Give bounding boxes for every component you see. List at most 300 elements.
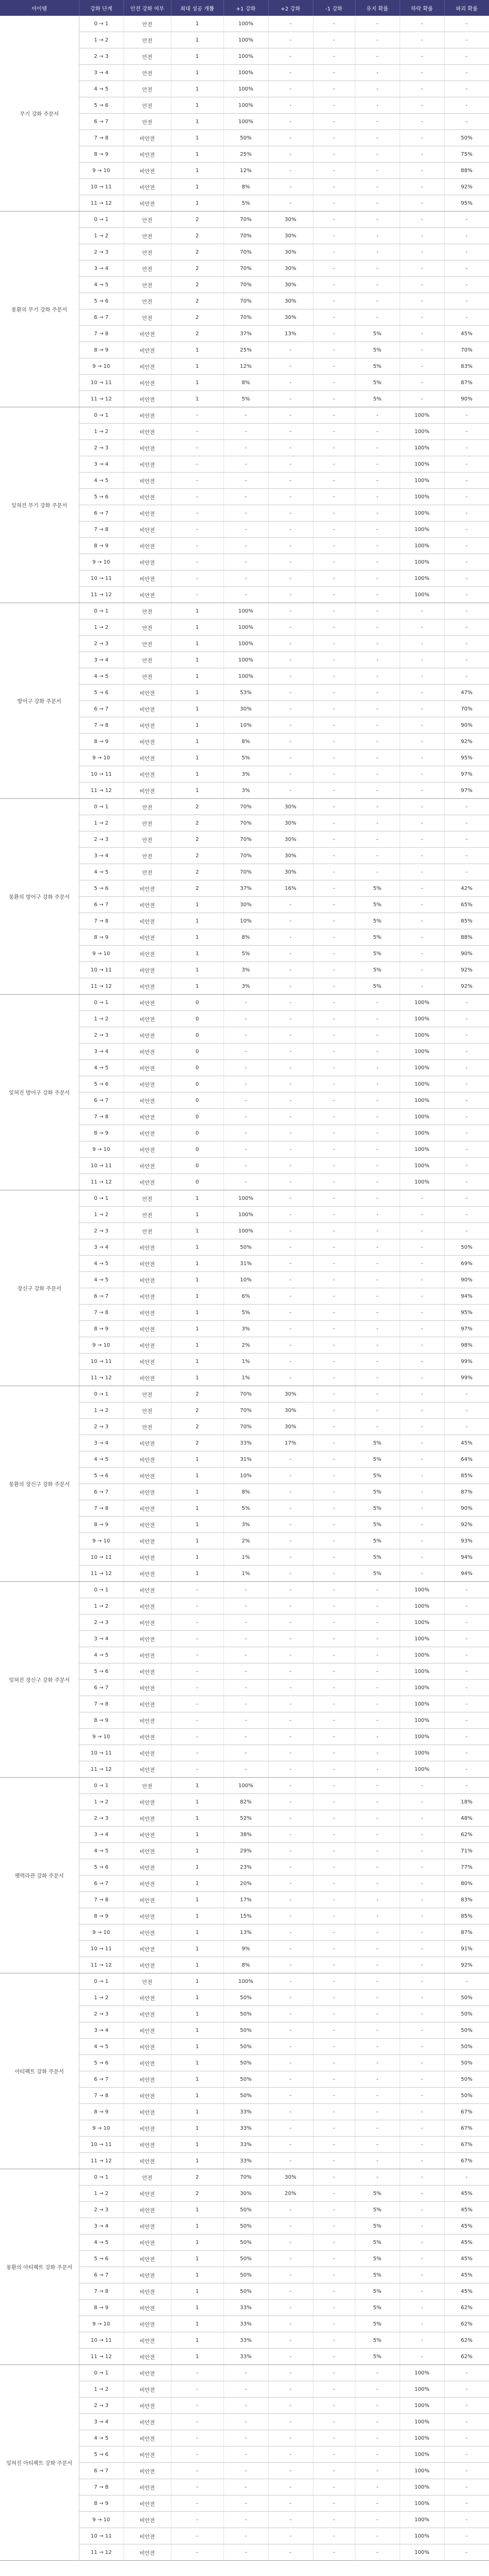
plus1-cell: 12% [223, 163, 268, 179]
drop-cell: - [400, 1402, 444, 1419]
table-row [0, 2365, 489, 2381]
plus2-cell: - [268, 2349, 313, 2365]
max-success-cell: 1 [171, 2332, 223, 2349]
minus1-cell: - [313, 701, 355, 717]
keep-cell: 5% [355, 342, 400, 358]
plus2-cell: - [268, 1549, 313, 1566]
safe-cell: 비안전 [124, 2234, 171, 2251]
max-success-cell: 2 [171, 831, 223, 848]
plus2-cell: - [268, 1712, 313, 1729]
max-success-cell: 1 [171, 1778, 223, 1794]
plus2-cell: - [268, 1288, 313, 1305]
plus2-cell: - [268, 32, 313, 48]
minus1-cell: - [313, 309, 355, 326]
safe-cell: 비안전 [124, 1027, 171, 1044]
drop-cell: 100% [400, 2430, 444, 2447]
stage-cell: 3 → 4 [79, 2218, 124, 2234]
drop-cell: 100% [400, 407, 444, 424]
minus1-cell: - [313, 734, 355, 750]
table-row [0, 995, 489, 1011]
destroy-cell: - [444, 97, 489, 114]
stage-cell: 0 → 1 [79, 1190, 124, 1207]
plus2-cell: - [268, 375, 313, 391]
drop-cell: - [400, 2332, 444, 2349]
destroy-cell: 90% [444, 717, 489, 734]
plus2-cell: - [268, 1810, 313, 1827]
max-success-cell: 0 [171, 1044, 223, 1060]
minus1-cell: - [313, 2153, 355, 2169]
keep-cell: - [355, 2169, 400, 2186]
drop-cell: 100% [400, 554, 444, 570]
minus1-cell: - [313, 1027, 355, 1044]
safe-cell: 비안전 [124, 1125, 171, 1141]
destroy-cell: - [444, 2528, 489, 2544]
keep-cell: - [355, 2153, 400, 2169]
keep-cell: - [355, 734, 400, 750]
plus2-cell: 30% [268, 228, 313, 244]
safe-cell: 안전 [124, 652, 171, 668]
drop-cell: 100% [400, 424, 444, 440]
stage-cell: 0 → 1 [79, 1582, 124, 1598]
header-max-success: 최대 성공 개뽑 [171, 0, 223, 16]
destroy-cell: 50% [444, 130, 489, 146]
keep-cell: - [355, 65, 400, 81]
safe-cell: 비안전 [124, 1794, 171, 1810]
minus1-cell: - [313, 538, 355, 554]
destroy-cell: - [444, 1223, 489, 1239]
safe-cell: 비안전 [124, 2332, 171, 2349]
drop-cell: 100% [400, 1745, 444, 1761]
drop-cell: 100% [400, 2398, 444, 2414]
max-success-cell: - [171, 2463, 223, 2479]
keep-cell: - [355, 864, 400, 880]
plus2-cell: 30% [268, 2169, 313, 2186]
destroy-cell: - [444, 1598, 489, 1615]
plus1-cell: - [223, 1582, 268, 1598]
minus1-cell: - [313, 1680, 355, 1696]
destroy-cell: - [444, 260, 489, 277]
stage-cell: 9 → 10 [79, 1337, 124, 1354]
minus1-cell: - [313, 32, 355, 48]
stage-cell: 5 → 6 [79, 685, 124, 701]
drop-cell: - [400, 636, 444, 652]
safe-cell: 비안전 [124, 2104, 171, 2120]
drop-cell: - [400, 1239, 444, 1256]
destroy-cell: - [444, 2495, 489, 2512]
max-success-cell: - [171, 473, 223, 489]
max-success-cell: 1 [171, 783, 223, 799]
minus1-cell: - [313, 750, 355, 766]
destroy-cell: - [444, 864, 489, 880]
stage-cell: 8 → 9 [79, 1517, 124, 1533]
plus2-cell: - [268, 1957, 313, 1973]
destroy-cell: - [444, 2169, 489, 2186]
plus2-cell: - [268, 717, 313, 734]
safe-cell: 비안전 [124, 978, 171, 995]
max-success-cell: 0 [171, 1141, 223, 1158]
keep-cell: 5% [355, 2316, 400, 2332]
plus2-cell: - [268, 538, 313, 554]
plus1-cell: - [223, 1663, 268, 1680]
destroy-cell: - [444, 1419, 489, 1435]
destroy-cell: 50% [444, 2088, 489, 2104]
destroy-cell: - [444, 2447, 489, 2463]
drop-cell: 100% [400, 1158, 444, 1174]
plus2-cell: - [268, 1223, 313, 1239]
minus1-cell: - [313, 1125, 355, 1141]
safe-cell: 안전 [124, 16, 171, 32]
destroy-cell: - [444, 505, 489, 522]
plus2-cell: - [268, 554, 313, 570]
safe-cell: 비안전 [124, 2055, 171, 2071]
stage-cell: 9 → 10 [79, 1533, 124, 1549]
drop-cell: - [400, 1990, 444, 2006]
safe-cell: 비안전 [124, 1876, 171, 1892]
max-success-cell: 2 [171, 277, 223, 293]
keep-cell: - [355, 309, 400, 326]
safe-cell: 비안전 [124, 1239, 171, 1256]
stage-cell: 1 → 2 [79, 228, 124, 244]
safe-cell: 비안전 [124, 1468, 171, 1484]
plus1-cell: 50% [223, 1990, 268, 2006]
max-success-cell: 1 [171, 375, 223, 391]
stage-cell: 9 → 10 [79, 2316, 124, 2332]
max-success-cell: - [171, 2447, 223, 2463]
safe-cell: 안전 [124, 848, 171, 864]
keep-cell: - [355, 1729, 400, 1745]
drop-cell: - [400, 864, 444, 880]
destroy-cell: - [444, 293, 489, 309]
keep-cell: - [355, 16, 400, 32]
safe-cell: 비안전 [124, 179, 171, 195]
max-success-cell: 1 [171, 146, 223, 163]
plus2-cell: - [268, 1925, 313, 1941]
safe-cell: 비안전 [124, 2463, 171, 2479]
safe-cell: 비안전 [124, 2398, 171, 2414]
keep-cell: - [355, 1973, 400, 1990]
keep-cell: - [355, 1337, 400, 1354]
destroy-cell: 90% [444, 1272, 489, 1288]
plus2-cell: - [268, 570, 313, 587]
keep-cell: - [355, 1207, 400, 1223]
stage-cell: 8 → 9 [79, 929, 124, 946]
safe-cell: 비안전 [124, 1517, 171, 1533]
stage-cell: 3 → 4 [79, 2414, 124, 2430]
stage-cell: 7 → 8 [79, 1305, 124, 1321]
keep-cell: - [355, 1305, 400, 1321]
max-success-cell: - [171, 407, 223, 424]
stage-cell: 9 → 10 [79, 750, 124, 766]
max-success-cell: 1 [171, 2055, 223, 2071]
minus1-cell: - [313, 1305, 355, 1321]
plus2-cell: 30% [268, 831, 313, 848]
safe-cell: 안전 [124, 619, 171, 636]
drop-cell: - [400, 1859, 444, 1876]
safe-cell: 안전 [124, 815, 171, 831]
max-success-cell: - [171, 1696, 223, 1712]
keep-cell: 5% [355, 2332, 400, 2349]
safe-cell: 안전 [124, 603, 171, 619]
minus1-cell: - [313, 1957, 355, 1973]
stage-cell: 8 → 9 [79, 1908, 124, 1925]
destroy-cell: 92% [444, 1517, 489, 1533]
table-row [0, 407, 489, 424]
stage-cell: 11 → 12 [79, 2544, 124, 2561]
plus1-cell: 5% [223, 1500, 268, 1517]
plus2-cell: - [268, 1533, 313, 1549]
drop-cell: - [400, 1517, 444, 1533]
minus1-cell: - [313, 995, 355, 1011]
drop-cell: - [400, 897, 444, 913]
plus2-cell: - [268, 1990, 313, 2006]
stage-cell: 6 → 7 [79, 701, 124, 717]
plus1-cell: - [223, 1125, 268, 1141]
plus2-cell: - [268, 783, 313, 799]
destroy-cell: 48% [444, 1810, 489, 1827]
keep-cell: - [355, 1778, 400, 1794]
max-success-cell: 1 [171, 1892, 223, 1908]
safe-cell: 비안전 [124, 734, 171, 750]
keep-cell: 5% [355, 2234, 400, 2251]
stage-cell: 0 → 1 [79, 1778, 124, 1794]
minus1-cell: - [313, 1239, 355, 1256]
keep-cell: - [355, 587, 400, 603]
minus1-cell: - [313, 1386, 355, 1402]
keep-cell: - [355, 1712, 400, 1729]
minus1-cell: - [313, 2430, 355, 2447]
safe-cell: 안전 [124, 1419, 171, 1435]
minus1-cell: - [313, 946, 355, 962]
max-success-cell: 1 [171, 1337, 223, 1354]
plus1-cell: - [223, 473, 268, 489]
stage-cell: 1 → 2 [79, 1598, 124, 1615]
minus1-cell: - [313, 277, 355, 293]
max-success-cell: 1 [171, 1321, 223, 1337]
plus1-cell: - [223, 538, 268, 554]
minus1-cell: - [313, 1778, 355, 1794]
minus1-cell: - [313, 1060, 355, 1076]
drop-cell: - [400, 2006, 444, 2022]
table-row [0, 1190, 489, 1207]
minus1-cell: - [313, 2528, 355, 2544]
destroy-cell: - [444, 1027, 489, 1044]
stage-cell: 7 → 8 [79, 2088, 124, 2104]
max-success-cell: - [171, 2544, 223, 2561]
plus1-cell: 5% [223, 195, 268, 212]
max-success-cell: 1 [171, 2104, 223, 2120]
keep-cell: - [355, 995, 400, 1011]
minus1-cell: - [313, 2512, 355, 2528]
keep-cell: - [355, 766, 400, 783]
plus1-cell: 33% [223, 2104, 268, 2120]
keep-cell: - [355, 146, 400, 163]
stage-cell: 2 → 3 [79, 1419, 124, 1435]
keep-cell: - [355, 2414, 400, 2430]
keep-cell: - [355, 130, 400, 146]
max-success-cell: 1 [171, 358, 223, 375]
stage-cell: 8 → 9 [79, 734, 124, 750]
stage-cell: 6 → 7 [79, 2071, 124, 2088]
minus1-cell: - [313, 848, 355, 864]
stage-cell: 0 → 1 [79, 1386, 124, 1402]
minus1-cell: - [313, 2495, 355, 2512]
keep-cell: - [355, 1125, 400, 1141]
destroy-cell: 87% [444, 1925, 489, 1941]
keep-cell: - [355, 1647, 400, 1663]
keep-cell: - [355, 407, 400, 424]
max-success-cell: - [171, 1729, 223, 1745]
plus1-cell: 100% [223, 1973, 268, 1990]
max-success-cell: 0 [171, 1011, 223, 1027]
plus1-cell: 82% [223, 1794, 268, 1810]
drop-cell: 100% [400, 440, 444, 456]
keep-cell: 5% [355, 2218, 400, 2234]
keep-cell: 5% [355, 978, 400, 995]
max-success-cell: 2 [171, 293, 223, 309]
safe-cell: 비안전 [124, 163, 171, 179]
max-success-cell: 2 [171, 2169, 223, 2186]
stage-cell: 10 → 11 [79, 1549, 124, 1566]
plus1-cell: 100% [223, 603, 268, 619]
plus1-cell: 23% [223, 1859, 268, 1876]
stage-cell: 7 → 8 [79, 130, 124, 146]
plus1-cell: - [223, 2365, 268, 2381]
drop-cell: - [400, 1500, 444, 1517]
max-success-cell: - [171, 538, 223, 554]
keep-cell: - [355, 1288, 400, 1305]
minus1-cell: - [313, 16, 355, 32]
drop-cell: 100% [400, 1141, 444, 1158]
plus2-cell: 30% [268, 1419, 313, 1435]
minus1-cell: - [313, 897, 355, 913]
max-success-cell: 1 [171, 2218, 223, 2234]
plus1-cell: 70% [223, 1419, 268, 1435]
safe-cell: 비안전 [124, 1729, 171, 1745]
safe-cell: 비안전 [124, 130, 171, 146]
keep-cell: - [355, 1990, 400, 2006]
max-success-cell: - [171, 440, 223, 456]
drop-cell: - [400, 1337, 444, 1354]
minus1-cell: - [313, 522, 355, 538]
plus1-cell: 100% [223, 97, 268, 114]
item-name-cell: 잊혀진 아티팩트 강화 주문서 [0, 2365, 79, 2561]
drop-cell: - [400, 1892, 444, 1908]
stage-cell: 10 → 11 [79, 570, 124, 587]
drop-cell: - [400, 391, 444, 407]
stage-cell: 2 → 3 [79, 636, 124, 652]
minus1-cell: - [313, 2022, 355, 2039]
plus2-cell: - [268, 440, 313, 456]
stage-cell: 0 → 1 [79, 407, 124, 424]
keep-cell: - [355, 1941, 400, 1957]
plus2-cell: - [268, 913, 313, 929]
stage-cell: 5 → 6 [79, 1076, 124, 1092]
keep-cell: - [355, 1419, 400, 1435]
minus1-cell: - [313, 407, 355, 424]
keep-cell: - [355, 848, 400, 864]
minus1-cell: - [313, 2300, 355, 2316]
destroy-cell: 18% [444, 1794, 489, 1810]
plus2-cell: 20% [268, 2186, 313, 2202]
minus1-cell: - [313, 1354, 355, 1370]
drop-cell: - [400, 750, 444, 766]
plus1-cell: - [223, 1174, 268, 1190]
plus2-cell: - [268, 685, 313, 701]
plus2-cell: - [268, 1566, 313, 1582]
destroy-cell: 50% [444, 1239, 489, 1256]
stage-cell: 2 → 3 [79, 1615, 124, 1631]
max-success-cell: 1 [171, 1451, 223, 1468]
keep-cell: 5% [355, 2283, 400, 2300]
stage-cell: 8 → 9 [79, 1125, 124, 1141]
plus1-cell: 25% [223, 146, 268, 163]
safe-cell: 비안전 [124, 146, 171, 163]
stage-cell: 1 → 2 [79, 32, 124, 48]
plus2-cell: - [268, 1109, 313, 1125]
keep-cell: 5% [355, 913, 400, 929]
drop-cell: 100% [400, 587, 444, 603]
minus1-cell: - [313, 652, 355, 668]
safe-cell: 비안전 [124, 2022, 171, 2039]
max-success-cell: 1 [171, 32, 223, 48]
max-success-cell: 1 [171, 2300, 223, 2316]
safe-cell: 비안전 [124, 1631, 171, 1647]
max-success-cell: 1 [171, 2088, 223, 2104]
plus1-cell: - [223, 1011, 268, 1027]
minus1-cell: - [313, 1582, 355, 1598]
stage-cell: 8 → 9 [79, 2300, 124, 2316]
destroy-cell: - [444, 114, 489, 130]
destroy-cell: - [444, 407, 489, 424]
minus1-cell: - [313, 2479, 355, 2495]
safe-cell: 비안전 [124, 2544, 171, 2561]
plus1-cell: - [223, 456, 268, 473]
max-success-cell: 1 [171, 717, 223, 734]
minus1-cell: - [313, 2267, 355, 2283]
plus2-cell: - [268, 195, 313, 212]
drop-cell: - [400, 179, 444, 195]
minus1-cell: - [313, 2251, 355, 2267]
keep-cell: - [355, 2479, 400, 2495]
plus1-cell: 50% [223, 2218, 268, 2234]
max-success-cell: 1 [171, 1990, 223, 2006]
minus1-cell: - [313, 2381, 355, 2398]
drop-cell: - [400, 2088, 444, 2104]
safe-cell: 안전 [124, 293, 171, 309]
max-success-cell: 1 [171, 1566, 223, 1582]
drop-cell: 100% [400, 1109, 444, 1125]
plus2-cell: - [268, 1778, 313, 1794]
max-success-cell: 1 [171, 1370, 223, 1386]
max-success-cell: 1 [171, 1239, 223, 1256]
max-success-cell: - [171, 1582, 223, 1598]
keep-cell: - [355, 1044, 400, 1060]
plus2-cell: 30% [268, 848, 313, 864]
keep-cell: - [355, 1239, 400, 1256]
minus1-cell: - [313, 1908, 355, 1925]
plus1-cell: - [223, 570, 268, 587]
drop-cell: - [400, 2300, 444, 2316]
drop-cell: - [400, 1223, 444, 1239]
plus2-cell: - [268, 456, 313, 473]
safe-cell: 비안전 [124, 685, 171, 701]
minus1-cell: - [313, 685, 355, 701]
safe-cell: 비안전 [124, 1305, 171, 1321]
max-success-cell: 1 [171, 1272, 223, 1288]
minus1-cell: - [313, 1729, 355, 1745]
plus1-cell: - [223, 2512, 268, 2528]
minus1-cell: - [313, 2544, 355, 2561]
